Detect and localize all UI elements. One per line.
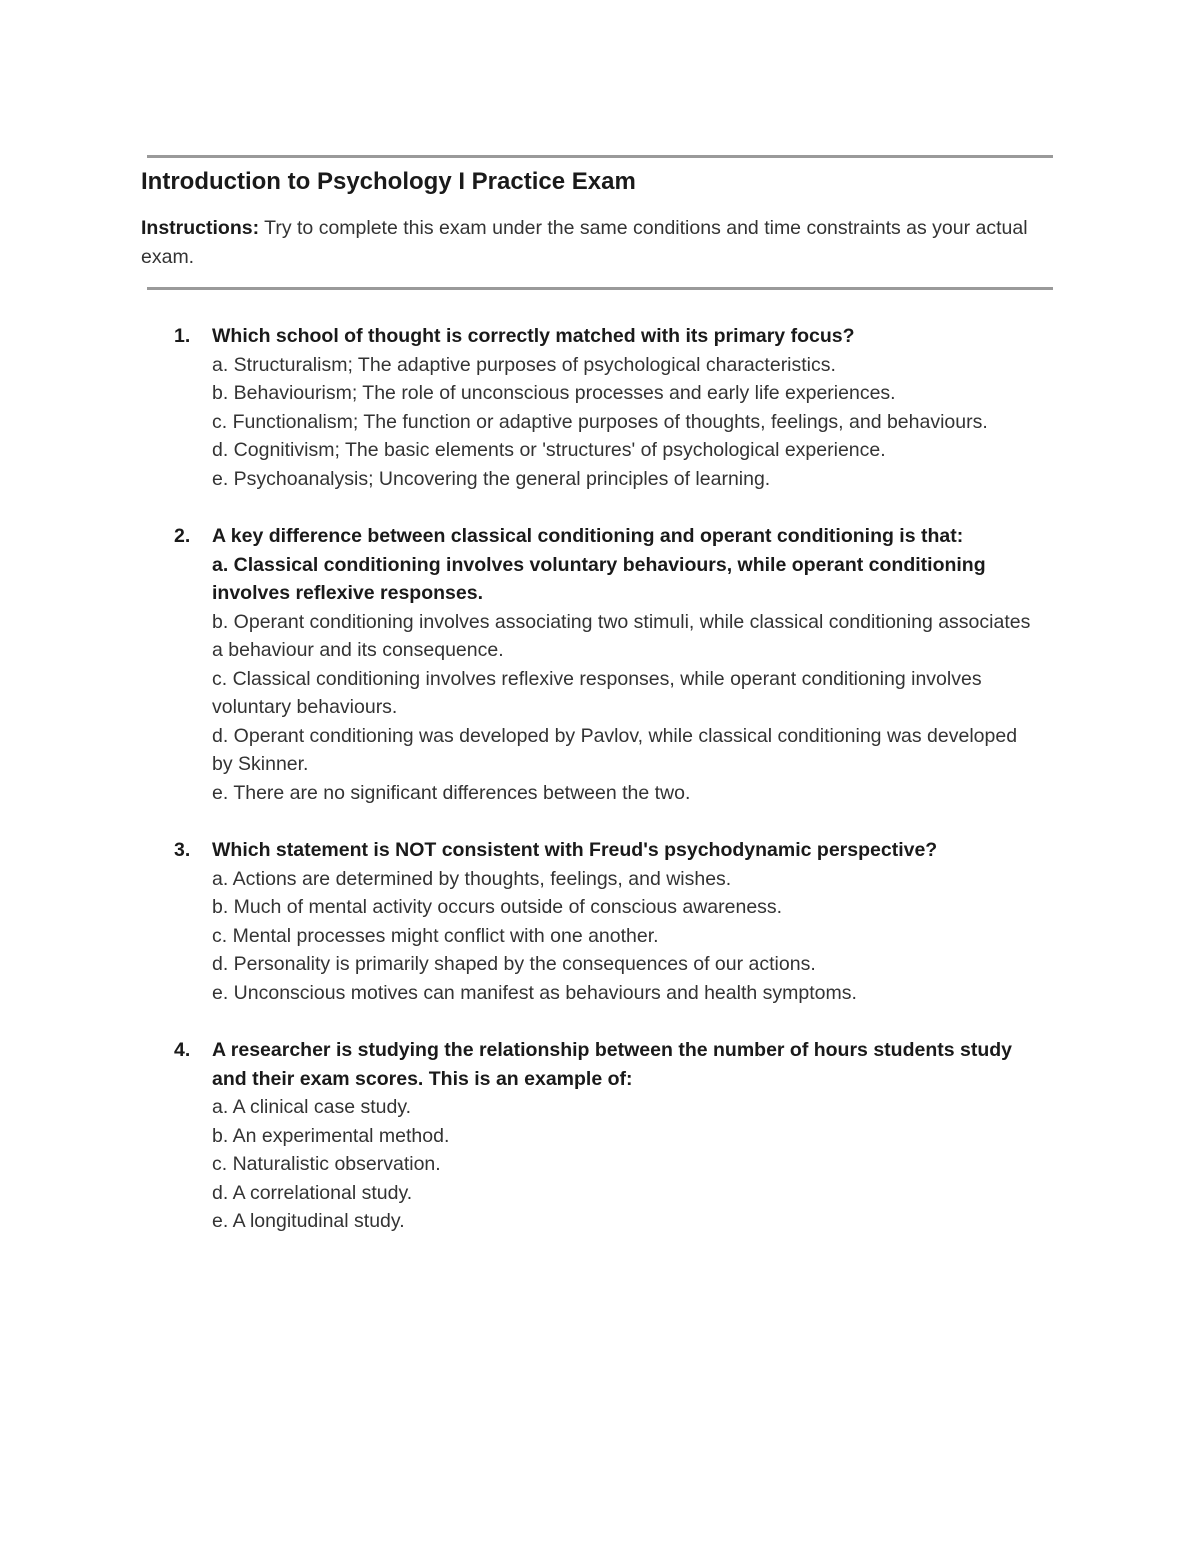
- option-d: d. Operant conditioning was developed by Pavlov, while classical conditioning was developed by Skinner.: [212, 724, 1018, 775]
- option-d: d. Cognitivism; The basic elements or 'structures' of psychological experience.: [212, 439, 886, 461]
- option-a: a. Structuralism; The adaptive purposes of psychological characteristics.: [212, 353, 836, 376]
- option-c: c. Mental processes might conflict with one another.: [212, 924, 659, 947]
- question-number: 4.: [174, 1039, 191, 1061]
- question-number: 1.: [174, 325, 191, 347]
- option-b: b. Operant conditioning involves associating two stimuli, while classical conditioning associates a behaviour and its consequence.: [212, 610, 1031, 661]
- option-b: b. An experimental method.: [212, 1124, 450, 1147]
- option-c: c. Functionalism; The function or adaptive purposes of thoughts, feelings, and behaviours.: [212, 410, 988, 433]
- page-title: Introduction to Psychology I Practice Exam: [141, 168, 636, 195]
- option-b: b. Much of mental activity occurs outside of conscious awareness.: [212, 896, 783, 918]
- option-b: b. Behaviourism; The role of unconscious processes and early life experiences.: [212, 382, 896, 404]
- question-body: [212, 522, 1042, 807]
- question-3: [0, 836, 1200, 1007]
- instructions: [141, 214, 1071, 271]
- question-4: [0, 1036, 1200, 1236]
- question-text: A researcher is studying the relationship between the number of hours students study and their exam scores. This is an example of:: [212, 1039, 1013, 1090]
- question-1: [0, 322, 1200, 493]
- instructions-text: Try to complete this exam under the same conditions and time constraints as your actual exam.: [141, 217, 1028, 268]
- option-e: e. Unconscious motives can manifest as behaviours and health symptoms.: [212, 981, 857, 1004]
- question-number: 2.: [174, 525, 191, 547]
- question-number: 3.: [174, 839, 191, 861]
- question-list: [0, 322, 1200, 1265]
- option-e: e. A longitudinal study.: [212, 1210, 405, 1232]
- option-a: a. Classical conditioning involves voluntary behaviours, while operant conditioning involves reflexive responses.: [212, 553, 986, 604]
- option-d: d. Personality is primarily shaped by the consequences of our actions.: [212, 953, 816, 975]
- option-e: e. There are no significant differences between the two.: [212, 781, 691, 804]
- question-body: [212, 1036, 1042, 1236]
- option-a: a. Actions are determined by thoughts, feelings, and wishes.: [212, 867, 732, 890]
- question-body: [212, 322, 1042, 493]
- bottom-divider: [147, 287, 1053, 290]
- option-c: c. Naturalistic observation.: [212, 1153, 441, 1175]
- question-text: Which school of thought is correctly matched with its primary focus?: [212, 325, 855, 347]
- option-e: e. Psychoanalysis; Uncovering the general principles of learning.: [212, 467, 771, 490]
- question-body: [212, 836, 1042, 1007]
- question-text: A key difference between classical conditioning and operant conditioning is that:: [212, 525, 964, 547]
- option-d: d. A correlational study.: [212, 1181, 413, 1204]
- option-c: c. Classical conditioning involves reflexive responses, while operant conditioning involves voluntary behaviours.: [212, 667, 982, 718]
- option-a: a. A clinical case study.: [212, 1096, 412, 1118]
- question-text: Which statement is NOT consistent with Freud's psychodynamic perspective?: [212, 839, 938, 861]
- top-divider: [147, 155, 1053, 158]
- question-2: [0, 522, 1200, 807]
- instructions-label: Instructions:: [141, 217, 260, 239]
